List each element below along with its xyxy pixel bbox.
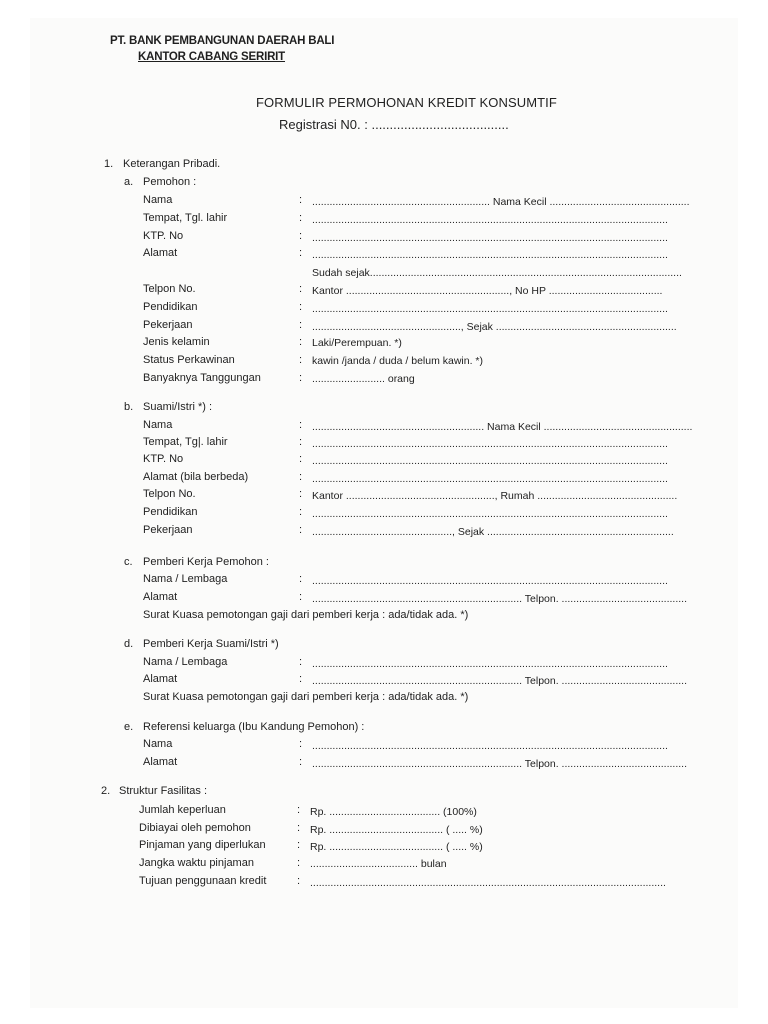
field-label: Alamat — [143, 673, 178, 685]
note-surat-kuasa: Surat Kuasa pemotongan gaji dari pemberi kerja : ada/tidak ada. *) — [143, 691, 469, 703]
field-label: Alamat (bila berbeda) — [143, 471, 249, 483]
subsection-letter: b. — [124, 401, 134, 413]
field-colon: : — [299, 301, 303, 313]
field-value: Kantor ..................................................., Rumah ................................................ — [312, 490, 678, 502]
field-value: ..................................................., Sejak .............................................................. — [312, 321, 677, 333]
field-colon: : — [299, 336, 303, 348]
field-colon: : — [299, 436, 303, 448]
field-colon: : — [299, 506, 303, 518]
field-value: .......................................................................................................................... — [312, 575, 668, 587]
field-value: ........................................................... Nama Kecil ................................................... — [312, 421, 693, 433]
field-label: Nama — [143, 738, 173, 750]
field-value: .......................................................................................................................... — [312, 214, 668, 226]
subsection-title: Pemberi Kerja Pemohon : — [143, 556, 269, 568]
field-label: Telpon No. — [143, 488, 196, 500]
field-value: .......................................................................................................................... — [312, 658, 668, 670]
form-title: FORMULIR PERMOHONAN KREDIT KONSUMTIF — [256, 95, 557, 110]
field-label: Alamat — [143, 591, 178, 603]
subsection-title: Pemohon : — [143, 176, 197, 188]
note-surat-kuasa: Surat Kuasa pemotongan gaji dari pemberi kerja : ada/tidak ada. *) — [143, 609, 469, 621]
field-label: KTP. No — [143, 230, 184, 242]
field-value: kawin /janda / duda / belum kawin. *) — [312, 355, 484, 367]
subsection-title: Referensi keluarga (Ibu Kandung Pemohon) : — [143, 721, 365, 733]
branch-name: KANTOR CABANG SERIRIT — [138, 51, 286, 63]
field-value: .......................................................................................................................... — [312, 455, 668, 467]
field-colon: : — [299, 230, 303, 242]
field-label: Tempat, Tgl. lahir — [143, 212, 228, 224]
field-colon: : — [297, 839, 301, 851]
section-number: 1. — [104, 158, 114, 170]
field-value: Sudah sejak........................................................................................................... — [312, 267, 682, 279]
field-value: Laki/Perempuan. *) — [312, 337, 402, 349]
field-label: Jumlah keperluan — [139, 804, 226, 816]
field-colon: : — [297, 857, 301, 869]
field-colon: : — [299, 354, 303, 366]
field-colon: : — [299, 524, 303, 536]
field-label: Tujuan penggunaan kredit — [139, 875, 267, 887]
field-value: ................................................, Sejak ................................................................ — [312, 526, 674, 538]
field-value: ........................................................................ Telpon. ........................................... — [312, 758, 687, 770]
field-value: Rp. ....................................... ( ..... %) — [310, 841, 483, 853]
field-label: Pekerjaan — [143, 524, 193, 536]
field-label: Alamat — [143, 247, 178, 259]
section-title: Struktur Fasilitas : — [119, 785, 208, 797]
field-colon: : — [299, 656, 303, 668]
field-colon: : — [299, 471, 303, 483]
field-value: Rp. ...................................... (100%) — [310, 806, 477, 818]
subsection-letter: e. — [124, 721, 134, 733]
field-colon: : — [299, 372, 303, 384]
subsection-letter: d. — [124, 638, 134, 650]
field-colon: : — [297, 875, 301, 887]
field-value: Rp. ....................................... ( ..... %) — [310, 824, 483, 836]
field-label: Dibiayai oleh pemohon — [139, 822, 251, 834]
field-value: ........................................................................ Telpon. ........................................... — [312, 593, 687, 605]
field-value: .......................................................................................................................... — [312, 740, 668, 752]
field-colon: : — [299, 673, 303, 685]
field-label: Pendidikan — [143, 301, 198, 313]
field-value: .......................................................................................................................... — [310, 877, 666, 889]
field-label: Pekerjaan — [143, 319, 193, 331]
section-number: 2. — [101, 785, 111, 797]
field-value: .......................................................................................................................... — [312, 438, 668, 450]
field-colon: : — [299, 319, 303, 331]
field-colon: : — [299, 194, 303, 206]
field-value: Kantor ........................................................, No HP ....................................... — [312, 285, 663, 297]
field-colon: : — [299, 419, 303, 431]
field-value: ..................................... bulan — [310, 858, 447, 870]
field-colon: : — [299, 591, 303, 603]
field-label: Pendidikan — [143, 506, 198, 518]
field-colon: : — [299, 738, 303, 750]
field-value: .......................................................................................................................... — [312, 473, 668, 485]
field-value: .......................................................................................................................... — [312, 303, 668, 315]
field-colon: : — [299, 756, 303, 768]
field-label: Nama — [143, 194, 173, 206]
field-value: ......................... orang — [312, 373, 415, 385]
field-colon: : — [299, 247, 303, 259]
field-label: Nama — [143, 419, 173, 431]
field-colon: : — [299, 488, 303, 500]
section-title: Keterangan Pribadi. — [123, 158, 221, 170]
field-label: Alamat — [143, 756, 178, 768]
field-label: KTP. No — [143, 453, 184, 465]
field-colon: : — [299, 573, 303, 585]
field-label: Tempat, Tg|. lahir — [143, 436, 228, 448]
field-colon: : — [297, 804, 301, 816]
subsection-title: Suami/Istri *) : — [143, 401, 213, 413]
field-colon: : — [299, 212, 303, 224]
field-label: Telpon No. — [143, 283, 196, 295]
subsection-title: Pemberi Kerja Suami/Istri *) — [143, 638, 279, 650]
field-value: ............................................................. Nama Kecil ................................................ — [312, 196, 690, 208]
field-label: Nama / Lembaga — [143, 573, 228, 585]
field-colon: : — [299, 453, 303, 465]
subsection-letter: c. — [124, 556, 133, 568]
field-label: Jenis kelamin — [143, 336, 210, 348]
field-label: Nama / Lembaga — [143, 656, 228, 668]
field-value: .......................................................................................................................... — [312, 249, 668, 261]
subsection-letter: a. — [124, 176, 134, 188]
field-label: Jangka waktu pinjaman — [139, 857, 254, 869]
field-label: Banyaknya Tanggungan — [143, 372, 261, 384]
field-value: .......................................................................................................................... — [312, 508, 668, 520]
field-colon: : — [299, 283, 303, 295]
registration-number: Registrasi N0. : ...................................... — [279, 117, 509, 132]
field-label: Pinjaman yang diperlukan — [139, 839, 266, 851]
field-label: Status Perkawinan — [143, 354, 235, 366]
field-value: .......................................................................................................................... — [312, 232, 668, 244]
bank-name: PT. BANK PEMBANGUNAN DAERAH BALI — [110, 35, 335, 47]
field-colon: : — [297, 822, 301, 834]
field-value: ........................................................................ Telpon. ........................................... — [312, 675, 687, 687]
